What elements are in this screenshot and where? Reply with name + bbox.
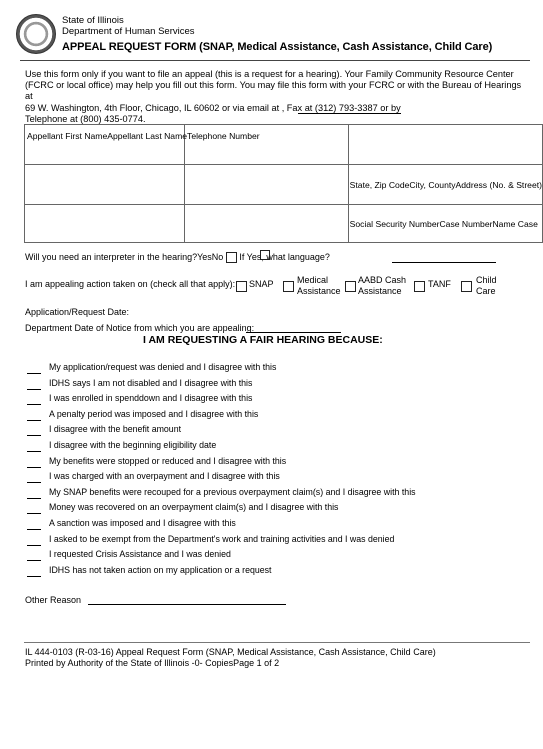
reason-check-line[interactable] xyxy=(27,362,41,374)
ssn-cell[interactable] xyxy=(348,205,542,243)
reason-check-line[interactable] xyxy=(27,378,41,390)
reason-text: A sanction was imposed and I disagree with this xyxy=(49,518,236,528)
language-input-line[interactable] xyxy=(392,262,496,263)
reason-text: A penalty period was imposed and I disagree with this xyxy=(49,408,259,419)
reason-check-line[interactable] xyxy=(27,565,41,577)
state-name: State of Illinois xyxy=(62,15,124,26)
snap-checkbox[interactable] xyxy=(236,281,247,292)
footer-divider xyxy=(24,642,530,643)
child-care-label xyxy=(476,275,497,297)
reason-item xyxy=(27,362,276,374)
reason-item xyxy=(27,393,252,405)
aabd-checkbox[interactable] xyxy=(345,281,356,292)
appealing-label: I am appealing action taken on (check all that apply): xyxy=(25,279,236,289)
section-heading: I AM REQUESTING A FAIR HEARING BECAUSE: xyxy=(143,334,383,346)
intro-line-3 xyxy=(25,103,530,114)
reason-check-line[interactable] xyxy=(27,424,41,436)
reason-item xyxy=(27,424,181,436)
interpreter-checkbox[interactable] xyxy=(226,252,237,263)
application-date-label: Application/Request Date: xyxy=(25,307,130,317)
reason-item xyxy=(27,487,416,499)
reason-text: I was charged with an overpayment and I disagree with this xyxy=(49,471,280,482)
intro-address: 69 W. Washington, 4th Floor, Chicago, IL 60602 or via email at , Fa xyxy=(25,102,298,113)
reason-text: My SNAP benefits were recouped for a previous overpayment claim(s) and I disagree with this xyxy=(49,486,416,497)
footer xyxy=(25,647,436,669)
form-id: IL 444-0103 (R-03-16) Appeal Request Form (SNAP, Medical Assistance, Cash Assistance, Child Care) xyxy=(25,647,436,657)
reason-text: I requested Crisis Assistance and I was denied xyxy=(49,549,231,560)
address-label: State, Zip CodeCity, CountyAddress (No. & Street) xyxy=(349,179,542,190)
aabd-label-line1: AABD Cash xyxy=(358,275,407,285)
reason-item xyxy=(27,456,286,468)
form-title: APPEAL REQUEST FORM (SNAP, Medical Assistance, Cash Assistance, Child Care) xyxy=(62,41,493,53)
ssn-label: Social Security NumberCase NumberName Case xyxy=(349,218,538,229)
intro-line-2: (FCRC or local office) may help you fill out this form. You may file this form with your FCRC or with the Bureau of Hearings at xyxy=(25,80,522,102)
reason-text: I disagree with the benefit amount xyxy=(49,424,182,435)
child-care-checkbox[interactable] xyxy=(461,281,472,292)
first-name-input-cell[interactable] xyxy=(25,165,185,205)
reason-item xyxy=(27,534,394,546)
blank-cell-r1[interactable] xyxy=(348,125,542,165)
header-divider xyxy=(20,60,530,61)
interpreter-no-checkbox[interactable] xyxy=(260,250,270,260)
printed-line xyxy=(25,658,436,669)
reason-item xyxy=(27,565,272,577)
other-reason-input-line[interactable] xyxy=(88,604,286,605)
child-care-label-line1: Child xyxy=(476,275,497,285)
reason-text: I asked to be exempt from the Department's work and training activities and I was denied xyxy=(49,533,395,544)
medical-label-line2: Assistance xyxy=(297,286,341,296)
other-reason-label: Other Reason xyxy=(25,595,82,605)
reason-check-line[interactable] xyxy=(27,549,41,561)
reason-text: I was enrolled in spenddown and I disagree with this xyxy=(49,393,253,404)
reason-check-line[interactable] xyxy=(27,409,41,421)
notice-date-input-line[interactable] xyxy=(246,332,341,333)
page-number: Page 1 of 2 xyxy=(233,658,280,668)
reason-item xyxy=(27,502,338,514)
appellant-name-phone-label: Appellant First NameAppellant Last NameTelephone Number xyxy=(27,131,260,141)
table-header-cell xyxy=(25,125,260,165)
aabd-label-line2: Assistance xyxy=(358,286,402,296)
medical-label xyxy=(297,275,341,297)
reason-check-line[interactable] xyxy=(27,502,41,514)
snap-label: SNAP xyxy=(249,279,274,289)
reason-item xyxy=(27,471,280,483)
intro-line-4: Telephone at (800) 435-0774. xyxy=(25,113,146,124)
reason-text: Money was recovered on an overpayment claim(s) and I disagree with this xyxy=(49,502,339,513)
zip-input-cell[interactable] xyxy=(184,205,348,243)
notice-date-label: Department Date of Notice from which you are appealing: xyxy=(25,323,255,333)
reason-item xyxy=(27,549,231,561)
reason-text: My benefits were stopped or reduced and I disagree with this xyxy=(49,455,287,466)
child-care-label-line2: Care xyxy=(476,286,496,296)
interpreter-language-label: If Yes, what language? xyxy=(239,252,330,262)
reason-item xyxy=(27,518,236,530)
reason-check-line[interactable] xyxy=(27,393,41,405)
reason-text: IDHS has not taken action on my application or a request xyxy=(49,564,272,575)
reason-check-line[interactable] xyxy=(27,456,41,468)
address-cell[interactable] xyxy=(348,165,542,205)
printed-by: Printed by Authority of the State of Illinois -0- Copies xyxy=(25,658,234,668)
aabd-label xyxy=(358,275,406,297)
reason-check-line[interactable] xyxy=(27,534,41,546)
last-name-input-cell[interactable] xyxy=(184,165,348,205)
reason-check-line[interactable] xyxy=(27,487,41,499)
reason-text: My application/request was denied and I disagree with this xyxy=(49,362,277,372)
reason-check-line[interactable] xyxy=(27,471,41,483)
interpreter-question: Will you need an interpreter in the hearing?YesNo xyxy=(25,252,224,262)
interpreter-row xyxy=(25,252,330,263)
tanf-label: TANF xyxy=(428,279,451,289)
medical-checkbox[interactable] xyxy=(283,281,294,292)
reason-check-line[interactable] xyxy=(27,440,41,452)
department-name: Department of Human Services xyxy=(62,26,195,37)
medical-label-line1: Medical xyxy=(297,275,329,285)
intro-text xyxy=(25,69,530,125)
illinois-seal-logo xyxy=(16,14,56,54)
city-input-cell[interactable] xyxy=(25,205,185,243)
reason-item xyxy=(27,409,258,421)
reason-check-line[interactable] xyxy=(27,518,41,530)
appellant-info-table xyxy=(24,124,543,243)
reason-item xyxy=(27,378,252,390)
tanf-checkbox[interactable] xyxy=(414,281,425,292)
reason-item xyxy=(27,440,216,452)
reason-text: I disagree with the beginning eligibility date xyxy=(49,440,217,450)
reason-text: IDHS says I am not disabled and I disagree with this xyxy=(49,377,253,388)
intro-line-1: Use this form only if you want to file an appeal (this is a request for a hearing). Your Family Community Resource Center xyxy=(25,69,514,79)
intro-fax: x at (312) 793-3387 or by xyxy=(297,102,401,113)
